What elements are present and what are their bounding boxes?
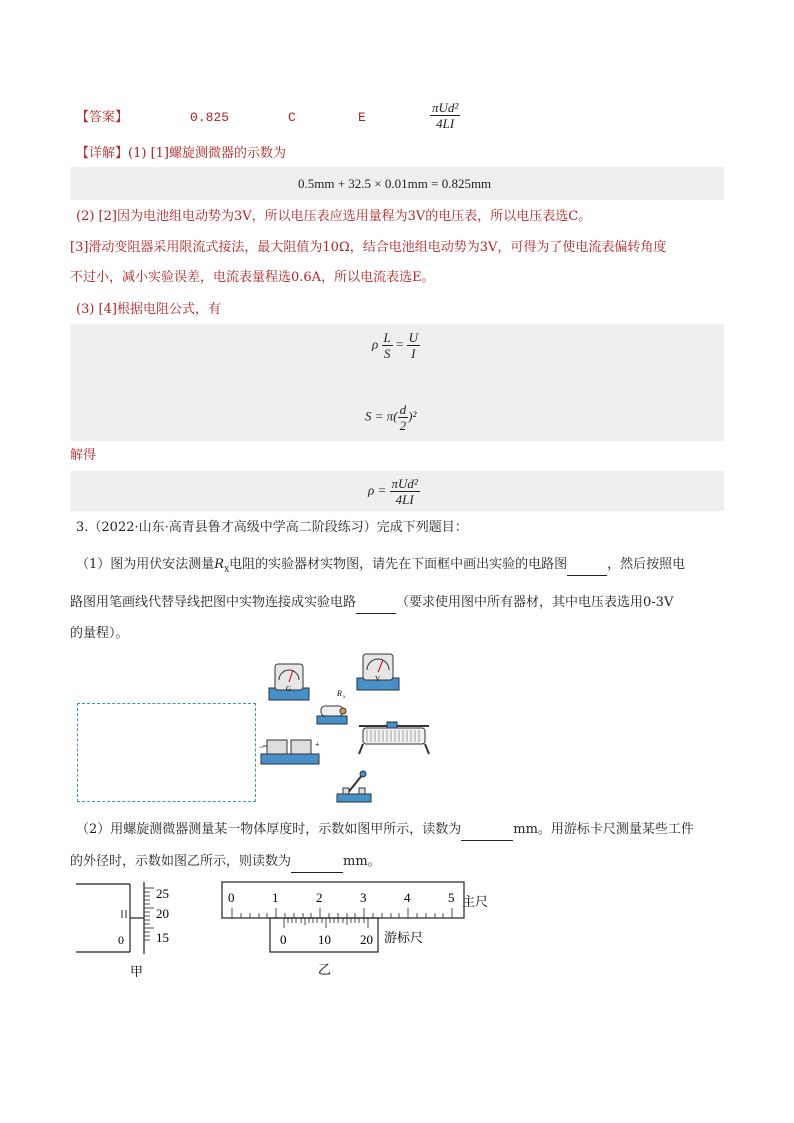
equation-2 [372, 330, 420, 361]
eq2-S: S [383, 346, 391, 361]
eq4-denominator: 4LI [395, 492, 414, 507]
detail-line-2: (2) [2]因为电池组电动势为3V，所以电压表应选用量程为3V的电压表，所以电压表选C。 [76, 209, 592, 224]
question-p1-line2 [70, 593, 673, 614]
main-tick-2: 2 [316, 890, 323, 905]
micrometer-caption: 甲 [130, 964, 144, 978]
voltmeter-icon [357, 654, 399, 690]
battery-icon [261, 740, 319, 764]
answer-blank-2[interactable] [356, 593, 396, 614]
answer-label: 【答案】 [76, 110, 129, 125]
caliper-caption: 乙 [318, 962, 332, 977]
switch-icon [337, 771, 371, 802]
voltmeter-label: V [375, 675, 381, 683]
resistor-sub: x [343, 695, 346, 700]
detail-line-3b: 不过小，减小实验误差，电流表量程选0.6A，所以电流表选E。 [70, 270, 435, 285]
q1-text-d: 路图用笔画线代替导线把图中实物连接成实验电路 [70, 595, 357, 610]
solve-label: 解得 [70, 448, 97, 463]
eq4-lhs: ρ = [368, 482, 387, 498]
q1-text-e: （要求使用图中所有器材，其中电压表选用0-3V [396, 595, 674, 610]
micrometer-tick-25: 25 [156, 886, 169, 901]
eq2-I: I [411, 346, 416, 361]
answer-blank-1[interactable] [567, 555, 607, 576]
resistor-label: R [337, 689, 342, 698]
equipment-illustration [255, 650, 445, 810]
eq2-L: L [383, 330, 391, 345]
q2-text-b: mm。用游标卡尺测量某些工件 [513, 822, 694, 837]
answer-blank-4[interactable] [291, 852, 343, 873]
detail-line-3a: [3]滑动变阻器采用限流式接法，最大阻值为10Ω，结合电池组电动势为3V，可得为了使电流表偏转角度 [70, 240, 667, 255]
vernier-tick-0: 0 [280, 932, 287, 947]
detail-line-1 [76, 144, 286, 164]
caliper-figure [218, 880, 498, 978]
main-tick-5: 5 [448, 890, 455, 905]
galvanometer-icon [269, 664, 309, 700]
eq4-numerator: πUd² [391, 476, 418, 491]
q2-text-d: mm。 [343, 854, 381, 869]
micrometer-tick-20: 20 [156, 906, 169, 921]
vernier-scale-ticks [284, 918, 368, 928]
vernier-scale-label: 游标尺 [384, 930, 424, 945]
question-header: 3.（2022·山东·高青县鲁才高级中学高二阶段练习）完成下列题目： [76, 520, 468, 535]
main-tick-1: 1 [272, 890, 279, 905]
q2-text-a: （2）用螺旋测微器测量某一物体厚度时，示数如图甲所示，读数为 [76, 822, 462, 837]
detail-label: 【详解】 [76, 146, 129, 161]
galvanometer-label: G [286, 685, 292, 693]
eq2-equals: = [395, 336, 404, 352]
answer-formula [430, 100, 460, 131]
vernier-tick-20: 20 [360, 932, 373, 947]
eq2-U: U [408, 330, 418, 345]
main-scale-label: 主尺 [462, 894, 489, 909]
circuit-drawing-box[interactable] [77, 703, 256, 802]
equation-1: 0.5mm + 32.5 × 0.01mm = 0.825mm [298, 176, 492, 191]
eq3-d: d [399, 402, 407, 417]
rheostat-icon [359, 722, 429, 754]
vernier-tick-10: 10 [318, 932, 331, 947]
q1-rx: R [214, 557, 225, 572]
q1-text-a: （1）图为用伏安法测量 [76, 557, 215, 572]
question-p1-line3: 的量程）。 [70, 626, 129, 641]
detail-text-1: (1) [1]螺旋测微器的示数为 [128, 146, 286, 161]
battery-minus: − [259, 742, 265, 752]
micrometer-zero: 0 [118, 933, 124, 947]
resistor-icon [317, 689, 347, 724]
answer-blank-3[interactable] [461, 820, 513, 841]
detail-line-4: (3) [4]根据电阻公式，有 [76, 302, 221, 317]
q2-text-c: 的外径时，示数如图乙所示，则读数为 [70, 854, 292, 869]
question-p1-line1 [76, 555, 685, 580]
answer-formula-denominator: 4LI [436, 116, 455, 131]
main-tick-0: 0 [228, 890, 235, 905]
main-tick-3: 3 [360, 890, 367, 905]
answer-formula-numerator: πUd² [432, 100, 459, 115]
micrometer-figure [74, 880, 184, 978]
q1-text-c: ，然后按照电 [607, 557, 686, 572]
eq3-lhs: S = π( [365, 408, 398, 424]
equation-4 [368, 476, 420, 507]
q1-text-b: 电阻的实验器材实物图，请先在下面框中画出实验的电路图 [229, 557, 568, 572]
eq2-rho: ρ [372, 336, 379, 352]
q1-rx-sub: x [224, 564, 230, 575]
eq3-2: 2 [399, 418, 407, 433]
micrometer-tick-15: 15 [156, 930, 169, 945]
main-tick-4: 4 [404, 890, 411, 905]
answer-value-3: E [358, 110, 366, 125]
answer-value-1: 0.825 [190, 110, 230, 125]
eq3-rhs: )² [408, 408, 417, 424]
question-p2-line1 [76, 820, 694, 841]
main-scale-ticks [232, 908, 452, 918]
equation-3 [365, 402, 416, 433]
question-p2-line2 [70, 852, 381, 873]
answer-value-2: C [288, 110, 296, 125]
battery-plus: + [315, 740, 320, 749]
